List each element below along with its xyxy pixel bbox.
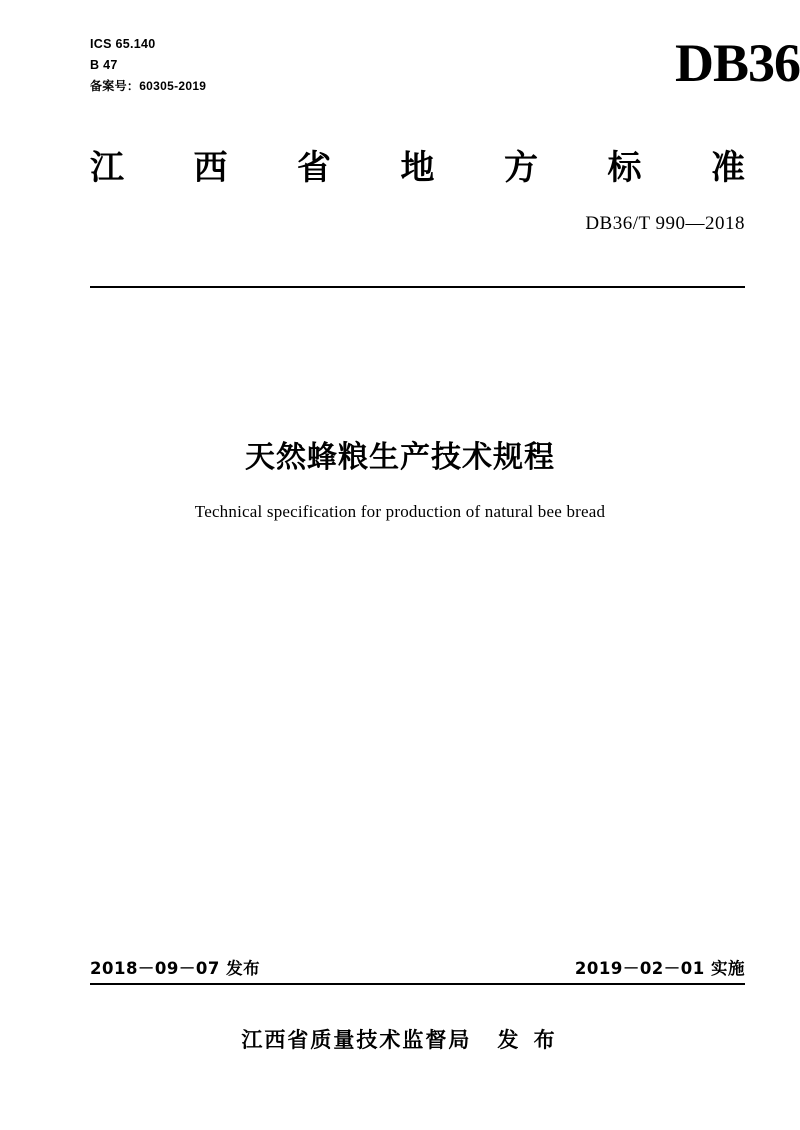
title-char-1: 西: [193, 148, 228, 188]
title-char-2: 省: [297, 148, 331, 188]
title-char-5: 标: [607, 148, 642, 188]
document-title-cn: 天然蜂粮生产技术规程: [245, 440, 555, 475]
title-char-4: 方: [504, 148, 538, 188]
title-char-6: 准: [711, 148, 745, 188]
ics-code: ICS 65.140: [90, 37, 156, 51]
classification-code: B 47: [90, 58, 118, 72]
title-char-0: 江: [90, 148, 124, 188]
header-block: [90, 34, 745, 97]
record-number: 备案号：60305-2019: [90, 79, 207, 93]
publisher-action: 发 布: [497, 1028, 559, 1052]
footer-divider: [90, 983, 745, 985]
standard-title-bar: [90, 140, 745, 189]
ics-info: [90, 34, 745, 97]
publisher-name: 江西省质量技术监督局: [241, 1028, 472, 1052]
effective-date: 2019－02－01 实施: [574, 959, 745, 978]
publisher-row: [0, 1024, 800, 1054]
document-title-en: Technical specification for production of natural bee bread: [194, 502, 606, 521]
standard-number: DB36/T 990—2018: [585, 213, 745, 234]
header-divider: [90, 286, 745, 288]
title-char-3: 地: [400, 148, 435, 188]
issue-date: 2018－09－07 发布: [90, 959, 261, 978]
date-row: [90, 955, 745, 979]
series-logo: DB36: [674, 33, 800, 93]
